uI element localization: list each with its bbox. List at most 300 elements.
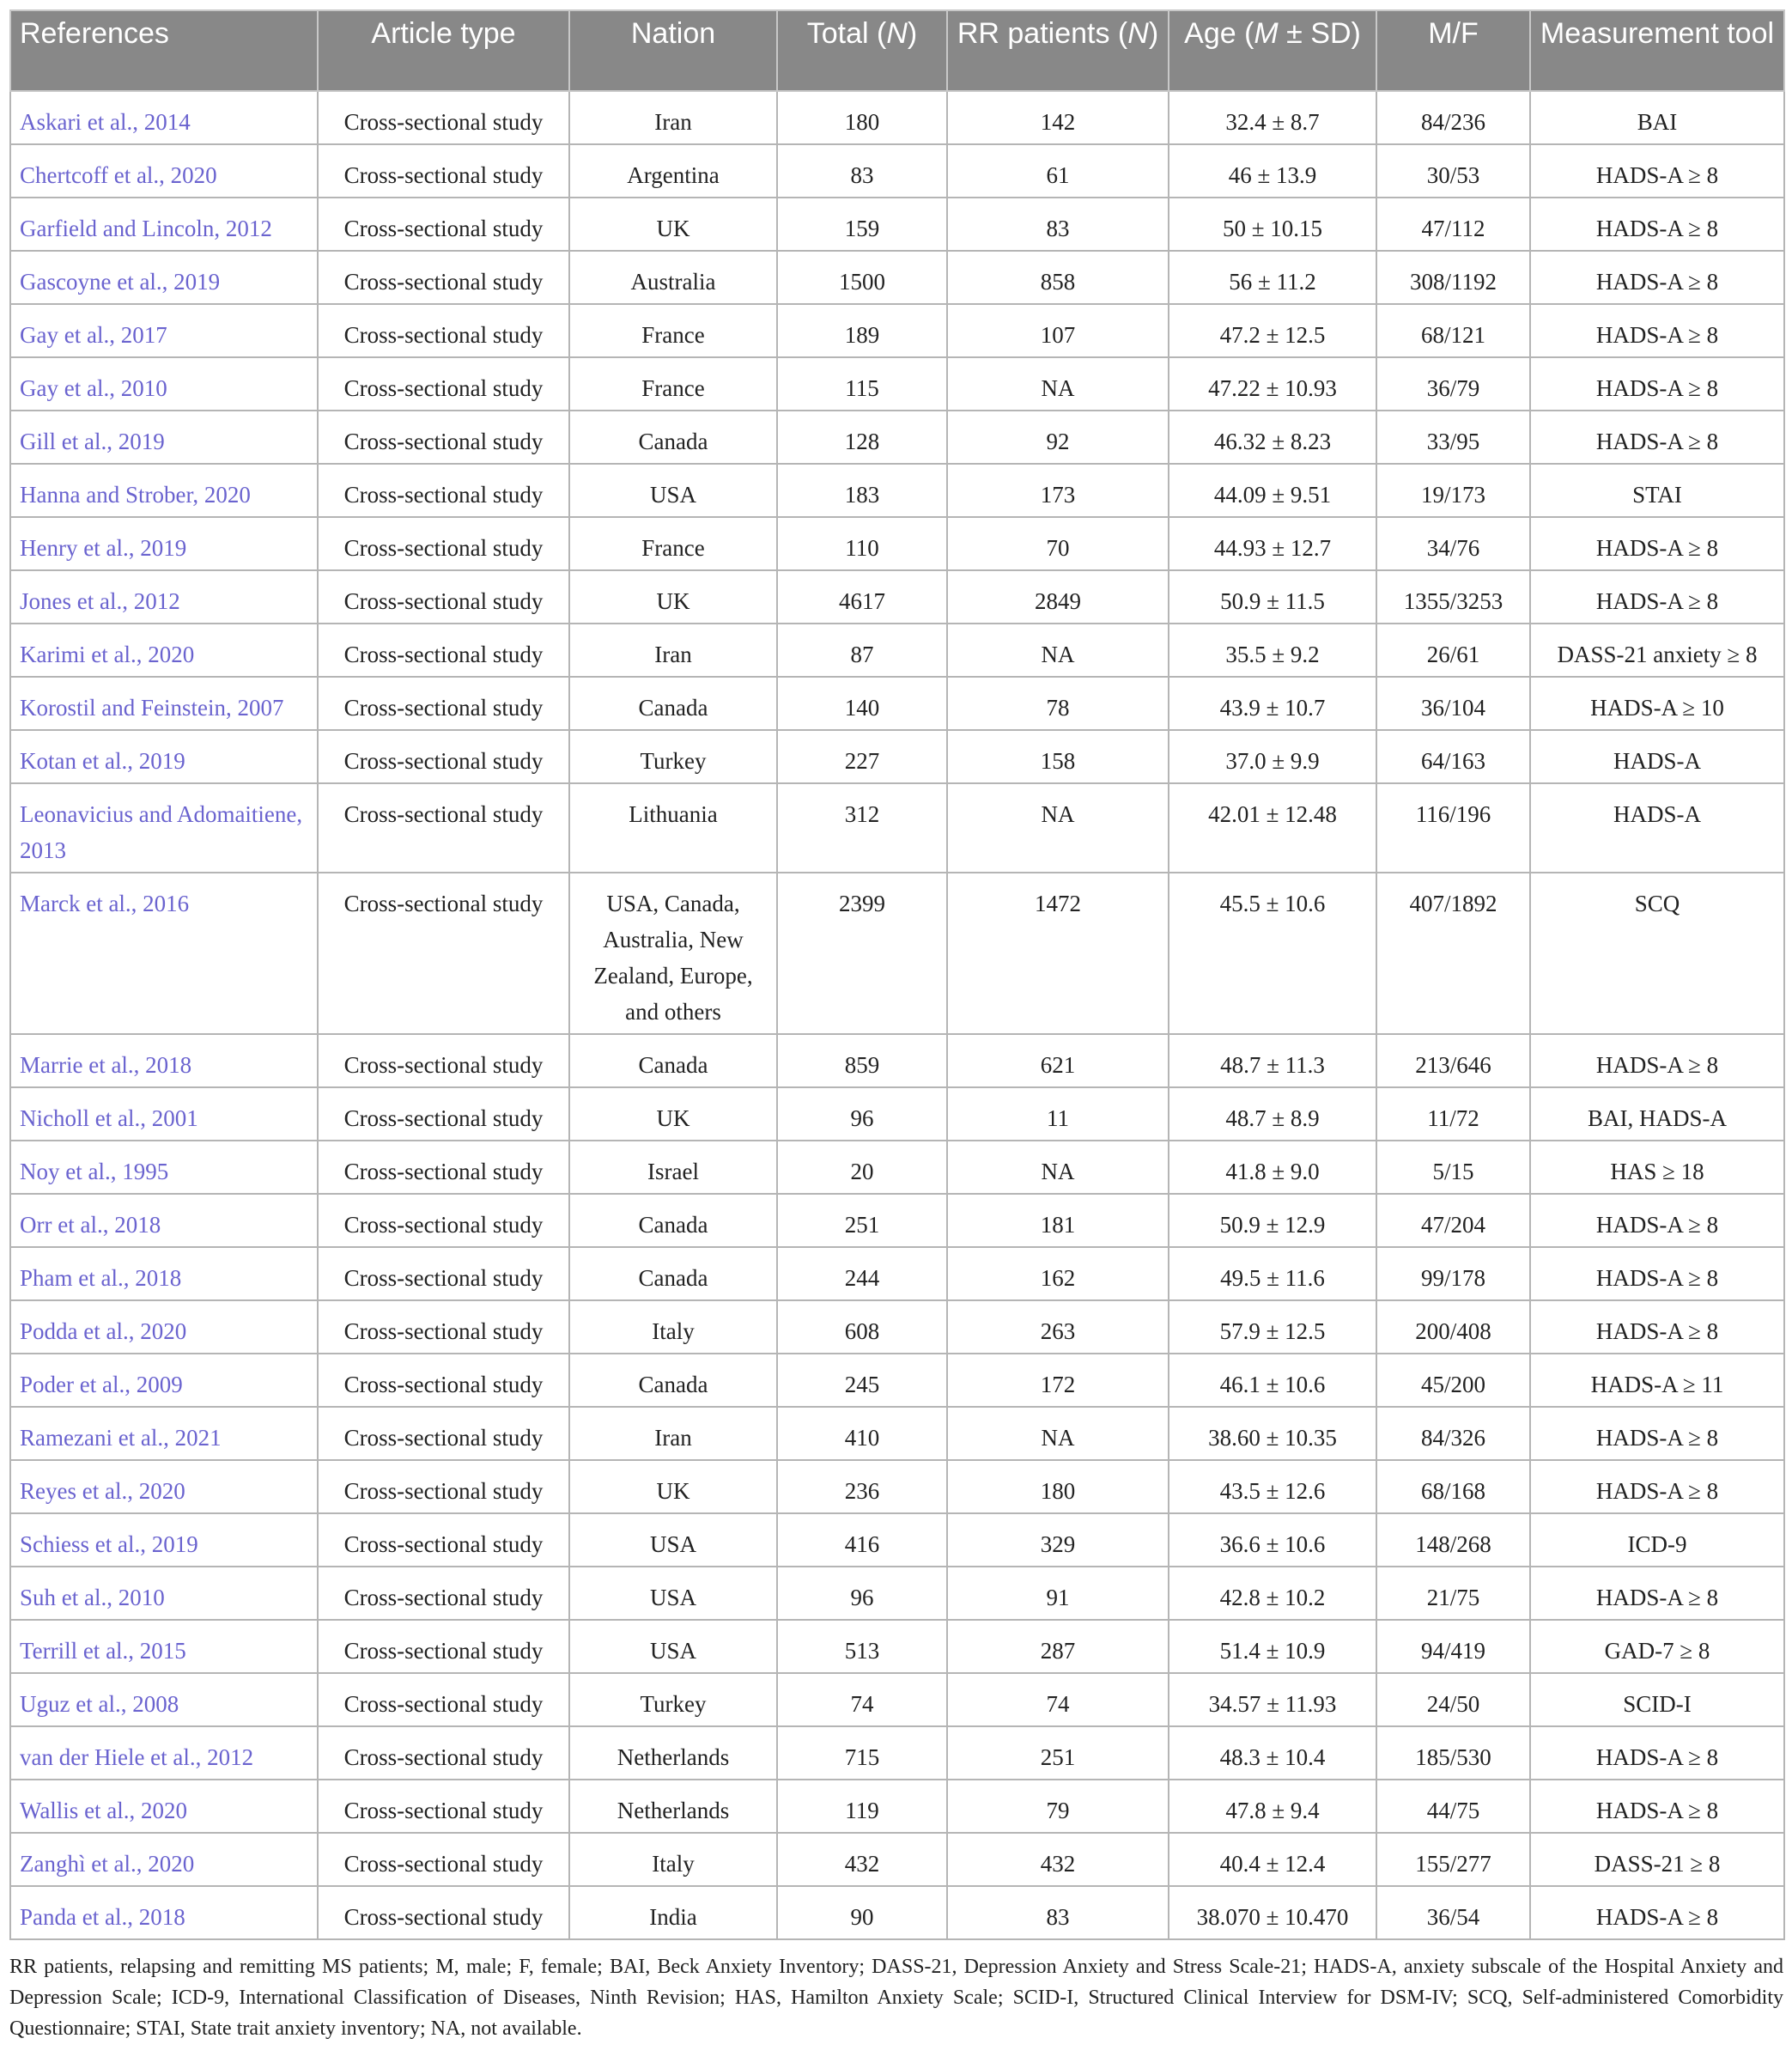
nation-cell: Iran <box>569 624 777 677</box>
mf-cell: 36/79 <box>1376 357 1530 411</box>
measurement-tool-cell: HADS-A <box>1530 783 1784 873</box>
age-cell: 51.4 ± 10.9 <box>1169 1620 1376 1673</box>
rr-patients-cell: 142 <box>947 91 1169 144</box>
reference-link[interactable]: Gascoyne et al., 2019 <box>10 251 318 304</box>
age-cell: 38.60 ± 10.35 <box>1169 1407 1376 1460</box>
measurement-tool-cell: HADS-A ≥ 8 <box>1530 1247 1784 1300</box>
article-type-cell: Cross-sectional study <box>318 1567 569 1620</box>
article-type-cell: Cross-sectional study <box>318 677 569 730</box>
rr-patients-cell: 251 <box>947 1726 1169 1780</box>
article-type-cell: Cross-sectional study <box>318 1247 569 1300</box>
nation-cell: USA <box>569 464 777 517</box>
reference-link[interactable]: Orr et al., 2018 <box>10 1194 318 1247</box>
article-type-cell: Cross-sectional study <box>318 1407 569 1460</box>
mf-cell: 116/196 <box>1376 783 1530 873</box>
header-mf: M/F <box>1376 10 1530 91</box>
mf-cell: 84/326 <box>1376 1407 1530 1460</box>
age-cell: 46.1 ± 10.6 <box>1169 1354 1376 1407</box>
nation-cell: France <box>569 304 777 357</box>
nation-cell: Canada <box>569 1194 777 1247</box>
table-row <box>10 1354 1784 1407</box>
mf-cell: 213/646 <box>1376 1034 1530 1087</box>
article-type-cell: Cross-sectional study <box>318 1141 569 1194</box>
mf-cell: 47/112 <box>1376 198 1530 251</box>
table-row <box>10 464 1784 517</box>
measurement-tool-cell: HADS-A ≥ 8 <box>1530 304 1784 357</box>
total-cell: 183 <box>777 464 947 517</box>
table-row <box>10 1567 1784 1620</box>
total-cell: 20 <box>777 1141 947 1194</box>
mf-cell: 47/204 <box>1376 1194 1530 1247</box>
rr-patients-cell: 432 <box>947 1833 1169 1886</box>
mf-cell: 84/236 <box>1376 91 1530 144</box>
age-cell: 44.93 ± 12.7 <box>1169 517 1376 570</box>
age-cell: 43.9 ± 10.7 <box>1169 677 1376 730</box>
header-age: Age (M ± SD) <box>1169 10 1376 91</box>
table-row <box>10 1300 1784 1354</box>
age-cell: 32.4 ± 8.7 <box>1169 91 1376 144</box>
header-article-type: Article type <box>318 10 569 91</box>
article-type-cell: Cross-sectional study <box>318 1620 569 1673</box>
total-cell: 140 <box>777 677 947 730</box>
reference-link[interactable]: Ramezani et al., 2021 <box>10 1407 318 1460</box>
total-cell: 159 <box>777 198 947 251</box>
age-cell: 47.2 ± 12.5 <box>1169 304 1376 357</box>
nation-cell: Australia <box>569 251 777 304</box>
measurement-tool-cell: HADS-A ≥ 8 <box>1530 1407 1784 1460</box>
rr-patients-cell: 329 <box>947 1513 1169 1567</box>
studies-table <box>9 9 1785 1940</box>
mf-cell: 33/95 <box>1376 411 1530 464</box>
article-type-cell: Cross-sectional study <box>318 1673 569 1726</box>
total-cell: 715 <box>777 1726 947 1780</box>
total-cell: 312 <box>777 783 947 873</box>
age-cell: 38.070 ± 10.470 <box>1169 1886 1376 1939</box>
rr-patients-cell: 162 <box>947 1247 1169 1300</box>
reference-link[interactable]: Zanghì et al., 2020 <box>10 1833 318 1886</box>
table-row <box>10 677 1784 730</box>
measurement-tool-cell: HADS-A ≥ 8 <box>1530 1194 1784 1247</box>
rr-patients-cell: 74 <box>947 1673 1169 1726</box>
reference-link[interactable]: Schiess et al., 2019 <box>10 1513 318 1567</box>
article-type-cell: Cross-sectional study <box>318 1034 569 1087</box>
total-cell: 180 <box>777 91 947 144</box>
reference-link[interactable]: Kotan et al., 2019 <box>10 730 318 783</box>
table-row <box>10 517 1784 570</box>
age-cell: 56 ± 11.2 <box>1169 251 1376 304</box>
mf-cell: 99/178 <box>1376 1247 1530 1300</box>
measurement-tool-cell: BAI <box>1530 91 1784 144</box>
rr-patients-cell: 70 <box>947 517 1169 570</box>
mf-cell: 1355/3253 <box>1376 570 1530 624</box>
measurement-tool-cell: HADS-A ≥ 8 <box>1530 517 1784 570</box>
rr-patients-cell: 107 <box>947 304 1169 357</box>
nation-cell: Canada <box>569 1247 777 1300</box>
reference-link[interactable]: Hanna and Strober, 2020 <box>10 464 318 517</box>
total-cell: 513 <box>777 1620 947 1673</box>
article-type-cell: Cross-sectional study <box>318 1726 569 1780</box>
measurement-tool-cell: HAS ≥ 18 <box>1530 1141 1784 1194</box>
nation-cell: Italy <box>569 1833 777 1886</box>
reference-link[interactable]: Wallis et al., 2020 <box>10 1780 318 1833</box>
table-row <box>10 411 1784 464</box>
reference-link[interactable]: Noy et al., 1995 <box>10 1141 318 1194</box>
rr-patients-cell: 263 <box>947 1300 1169 1354</box>
mf-cell: 11/72 <box>1376 1087 1530 1141</box>
reference-link[interactable]: Korostil and Feinstein, 2007 <box>10 677 318 730</box>
measurement-tool-cell: HADS-A ≥ 11 <box>1530 1354 1784 1407</box>
age-cell: 50.9 ± 11.5 <box>1169 570 1376 624</box>
reference-link[interactable]: Nicholl et al., 2001 <box>10 1087 318 1141</box>
rr-patients-cell: 158 <box>947 730 1169 783</box>
table-row <box>10 198 1784 251</box>
age-cell: 41.8 ± 9.0 <box>1169 1141 1376 1194</box>
age-cell: 47.8 ± 9.4 <box>1169 1780 1376 1833</box>
measurement-tool-cell: HADS-A ≥ 8 <box>1530 1567 1784 1620</box>
mf-cell: 34/76 <box>1376 517 1530 570</box>
measurement-tool-cell: STAI <box>1530 464 1784 517</box>
total-cell: 2399 <box>777 873 947 1034</box>
age-cell: 40.4 ± 12.4 <box>1169 1833 1376 1886</box>
total-cell: 96 <box>777 1567 947 1620</box>
nation-cell: Argentina <box>569 144 777 198</box>
table-row <box>10 1194 1784 1247</box>
rr-patients-cell: 858 <box>947 251 1169 304</box>
measurement-tool-cell: SCQ <box>1530 873 1784 1034</box>
rr-patients-cell: 181 <box>947 1194 1169 1247</box>
article-type-cell: Cross-sectional study <box>318 91 569 144</box>
article-type-cell: Cross-sectional study <box>318 1780 569 1833</box>
rr-patients-cell: 78 <box>947 677 1169 730</box>
age-cell: 47.22 ± 10.93 <box>1169 357 1376 411</box>
measurement-tool-cell: HADS-A ≥ 8 <box>1530 570 1784 624</box>
reference-link[interactable]: Karimi et al., 2020 <box>10 624 318 677</box>
reference-link[interactable]: Reyes et al., 2020 <box>10 1460 318 1513</box>
measurement-tool-cell: HADS-A ≥ 8 <box>1530 1034 1784 1087</box>
reference-link[interactable]: Marck et al., 2016 <box>10 873 318 1034</box>
table-row <box>10 251 1784 304</box>
total-cell: 608 <box>777 1300 947 1354</box>
age-cell: 49.5 ± 11.6 <box>1169 1247 1376 1300</box>
article-type-cell: Cross-sectional study <box>318 1886 569 1939</box>
table-row <box>10 91 1784 144</box>
reference-link[interactable]: van der Hiele et al., 2012 <box>10 1726 318 1780</box>
nation-cell: UK <box>569 1087 777 1141</box>
measurement-tool-cell: DASS-21 ≥ 8 <box>1530 1833 1784 1886</box>
age-cell: 36.6 ± 10.6 <box>1169 1513 1376 1567</box>
total-cell: 432 <box>777 1833 947 1886</box>
nation-cell: USA <box>569 1513 777 1567</box>
table-row <box>10 1673 1784 1726</box>
table-row <box>10 570 1784 624</box>
header-measurement-tool: Measurement tool <box>1530 10 1784 91</box>
measurement-tool-cell: HADS-A ≥ 8 <box>1530 198 1784 251</box>
measurement-tool-cell: SCID-I <box>1530 1673 1784 1726</box>
age-cell: 44.09 ± 9.51 <box>1169 464 1376 517</box>
reference-link[interactable]: Terrill et al., 2015 <box>10 1620 318 1673</box>
mf-cell: 5/15 <box>1376 1141 1530 1194</box>
reference-link[interactable]: Suh et al., 2010 <box>10 1567 318 1620</box>
header-total: Total (N) <box>777 10 947 91</box>
header-references: References <box>10 10 318 91</box>
mf-cell: 45/200 <box>1376 1354 1530 1407</box>
measurement-tool-cell: HADS-A ≥ 8 <box>1530 411 1784 464</box>
nation-cell: Netherlands <box>569 1726 777 1780</box>
total-cell: 416 <box>777 1513 947 1567</box>
nation-cell: Iran <box>569 1407 777 1460</box>
total-cell: 189 <box>777 304 947 357</box>
reference-link[interactable]: Marrie et al., 2018 <box>10 1034 318 1087</box>
age-cell: 43.5 ± 12.6 <box>1169 1460 1376 1513</box>
nation-cell: Canada <box>569 411 777 464</box>
rr-patients-cell: NA <box>947 1141 1169 1194</box>
total-cell: 96 <box>777 1087 947 1141</box>
total-cell: 119 <box>777 1780 947 1833</box>
rr-patients-cell: NA <box>947 783 1169 873</box>
nation-cell: Italy <box>569 1300 777 1354</box>
rr-patients-cell: 621 <box>947 1034 1169 1087</box>
rr-patients-cell: 83 <box>947 198 1169 251</box>
age-cell: 48.3 ± 10.4 <box>1169 1726 1376 1780</box>
nation-cell: India <box>569 1886 777 1939</box>
table-row <box>10 1034 1784 1087</box>
age-cell: 46 ± 13.9 <box>1169 144 1376 198</box>
mf-cell: 407/1892 <box>1376 873 1530 1034</box>
table-row <box>10 730 1784 783</box>
table-row <box>10 1886 1784 1939</box>
age-cell: 50.9 ± 12.9 <box>1169 1194 1376 1247</box>
table-row <box>10 1833 1784 1886</box>
table-row <box>10 1087 1784 1141</box>
rr-patients-cell: NA <box>947 1407 1169 1460</box>
table-row <box>10 873 1784 1034</box>
article-type-cell: Cross-sectional study <box>318 411 569 464</box>
mf-cell: 24/50 <box>1376 1673 1530 1726</box>
age-cell: 35.5 ± 9.2 <box>1169 624 1376 677</box>
total-cell: 87 <box>777 624 947 677</box>
header-nation: Nation <box>569 10 777 91</box>
table-row <box>10 1407 1784 1460</box>
article-type-cell: Cross-sectional study <box>318 570 569 624</box>
article-type-cell: Cross-sectional study <box>318 1087 569 1141</box>
rr-patients-cell: 173 <box>947 464 1169 517</box>
mf-cell: 155/277 <box>1376 1833 1530 1886</box>
table-footnote: RR patients, relapsing and remitting MS patients; M, male; F, female; BAI, Beck Anxiety Inventory; DASS-21, Depression Anxiety and Stress Scale-21; HADS-A, anxiety subscale of the Hospital Anxiety and Depression Scale; ICD-9, International Classification of Diseases, Ninth Revision; HAS, Hamilton Anxiety Scale; SCID-I, Structured Clinical Interview for DSM-IV; SCQ, Self-administered Comorbidity Questionnaire; STAI, State trait anxiety inventory; NA, not available. <box>9 1956 1783 2040</box>
article-type-cell: Cross-sectional study <box>318 1354 569 1407</box>
mf-cell: 308/1192 <box>1376 251 1530 304</box>
mf-cell: 64/163 <box>1376 730 1530 783</box>
nation-cell: Canada <box>569 1354 777 1407</box>
article-type-cell: Cross-sectional study <box>318 517 569 570</box>
total-cell: 83 <box>777 144 947 198</box>
table-row <box>10 1247 1784 1300</box>
article-type-cell: Cross-sectional study <box>318 1194 569 1247</box>
article-type-cell: Cross-sectional study <box>318 624 569 677</box>
mf-cell: 36/104 <box>1376 677 1530 730</box>
nation-cell: Canada <box>569 1034 777 1087</box>
measurement-tool-cell: HADS-A ≥ 8 <box>1530 1886 1784 1939</box>
rr-patients-cell: 2849 <box>947 570 1169 624</box>
measurement-tool-cell: GAD-7 ≥ 8 <box>1530 1620 1784 1673</box>
nation-cell: UK <box>569 198 777 251</box>
nation-cell: UK <box>569 570 777 624</box>
nation-cell: Turkey <box>569 730 777 783</box>
mf-cell: 44/75 <box>1376 1780 1530 1833</box>
article-type-cell: Cross-sectional study <box>318 783 569 873</box>
table-row <box>10 144 1784 198</box>
nation-cell: France <box>569 517 777 570</box>
mf-cell: 185/530 <box>1376 1726 1530 1780</box>
total-cell: 244 <box>777 1247 947 1300</box>
nation-cell: Lithuania <box>569 783 777 873</box>
total-cell: 90 <box>777 1886 947 1939</box>
reference-link[interactable]: Gill et al., 2019 <box>10 411 318 464</box>
article-type-cell: Cross-sectional study <box>318 1513 569 1567</box>
total-cell: 128 <box>777 411 947 464</box>
total-cell: 110 <box>777 517 947 570</box>
header-rr-patients: RR patients (N) <box>947 10 1169 91</box>
age-cell: 57.9 ± 12.5 <box>1169 1300 1376 1354</box>
studies-table-container <box>9 9 1783 2044</box>
reference-link[interactable]: Uguz et al., 2008 <box>10 1673 318 1726</box>
total-cell: 410 <box>777 1407 947 1460</box>
rr-patients-cell: 172 <box>947 1354 1169 1407</box>
rr-patients-cell: 79 <box>947 1780 1169 1833</box>
age-cell: 48.7 ± 8.9 <box>1169 1087 1376 1141</box>
rr-patients-cell: 11 <box>947 1087 1169 1141</box>
total-cell: 4617 <box>777 570 947 624</box>
nation-cell: USA, Canada, Australia, New Zealand, Europe, and others <box>569 873 777 1034</box>
article-type-cell: Cross-sectional study <box>318 144 569 198</box>
total-cell: 74 <box>777 1673 947 1726</box>
total-cell: 236 <box>777 1460 947 1513</box>
table-row <box>10 1460 1784 1513</box>
nation-cell: USA <box>569 1567 777 1620</box>
mf-cell: 30/53 <box>1376 144 1530 198</box>
age-cell: 37.0 ± 9.9 <box>1169 730 1376 783</box>
nation-cell: Netherlands <box>569 1780 777 1833</box>
rr-patients-cell: 1472 <box>947 873 1169 1034</box>
table-row <box>10 304 1784 357</box>
measurement-tool-cell: HADS-A ≥ 8 <box>1530 144 1784 198</box>
age-cell: 46.32 ± 8.23 <box>1169 411 1376 464</box>
measurement-tool-cell: HADS-A ≥ 10 <box>1530 677 1784 730</box>
mf-cell: 148/268 <box>1376 1513 1530 1567</box>
reference-link[interactable]: Garfield and Lincoln, 2012 <box>10 198 318 251</box>
table-row <box>10 1141 1784 1194</box>
reference-link[interactable]: Henry et al., 2019 <box>10 517 318 570</box>
measurement-tool-cell: HADS-A ≥ 8 <box>1530 1300 1784 1354</box>
reference-link[interactable]: Askari et al., 2014 <box>10 91 318 144</box>
total-cell: 227 <box>777 730 947 783</box>
reference-link[interactable]: Pham et al., 2018 <box>10 1247 318 1300</box>
table-body <box>10 91 1784 1939</box>
article-type-cell: Cross-sectional study <box>318 873 569 1034</box>
article-type-cell: Cross-sectional study <box>318 198 569 251</box>
article-type-cell: Cross-sectional study <box>318 1460 569 1513</box>
mf-cell: 26/61 <box>1376 624 1530 677</box>
article-type-cell: Cross-sectional study <box>318 1833 569 1886</box>
total-cell: 1500 <box>777 251 947 304</box>
nation-cell: UK <box>569 1460 777 1513</box>
reference-link[interactable]: Podda et al., 2020 <box>10 1300 318 1354</box>
measurement-tool-cell: HADS-A ≥ 8 <box>1530 251 1784 304</box>
nation-cell: France <box>569 357 777 411</box>
measurement-tool-cell: HADS-A ≥ 8 <box>1530 1726 1784 1780</box>
total-cell: 251 <box>777 1194 947 1247</box>
measurement-tool-cell: DASS-21 anxiety ≥ 8 <box>1530 624 1784 677</box>
nation-cell: Turkey <box>569 1673 777 1726</box>
nation-cell: USA <box>569 1620 777 1673</box>
mf-cell: 200/408 <box>1376 1300 1530 1354</box>
measurement-tool-cell: BAI, HADS-A <box>1530 1087 1784 1141</box>
age-cell: 42.8 ± 10.2 <box>1169 1567 1376 1620</box>
table-row <box>10 624 1784 677</box>
rr-patients-cell: 61 <box>947 144 1169 198</box>
nation-cell: Iran <box>569 91 777 144</box>
header-row <box>10 10 1784 91</box>
age-cell: 50 ± 10.15 <box>1169 198 1376 251</box>
measurement-tool-cell: HADS-A <box>1530 730 1784 783</box>
table-row <box>10 783 1784 873</box>
mf-cell: 36/54 <box>1376 1886 1530 1939</box>
reference-link[interactable]: Panda et al., 2018 <box>10 1886 318 1939</box>
total-cell: 115 <box>777 357 947 411</box>
table-row <box>10 357 1784 411</box>
article-type-cell: Cross-sectional study <box>318 304 569 357</box>
rr-patients-cell: NA <box>947 357 1169 411</box>
table-row <box>10 1513 1784 1567</box>
rr-patients-cell: 287 <box>947 1620 1169 1673</box>
nation-cell: Israel <box>569 1141 777 1194</box>
mf-cell: 21/75 <box>1376 1567 1530 1620</box>
reference-link[interactable]: Leonavicius and Adomaitiene, 2013 <box>10 783 318 873</box>
article-type-cell: Cross-sectional study <box>318 251 569 304</box>
nation-cell: Canada <box>569 677 777 730</box>
mf-cell: 94/419 <box>1376 1620 1530 1673</box>
age-cell: 42.01 ± 12.48 <box>1169 783 1376 873</box>
mf-cell: 19/173 <box>1376 464 1530 517</box>
table-row <box>10 1620 1784 1673</box>
rr-patients-cell: 92 <box>947 411 1169 464</box>
reference-link[interactable]: Poder et al., 2009 <box>10 1354 318 1407</box>
measurement-tool-cell: HADS-A ≥ 8 <box>1530 1780 1784 1833</box>
reference-link[interactable]: Jones et al., 2012 <box>10 570 318 624</box>
table-row <box>10 1726 1784 1780</box>
reference-link[interactable]: Gay et al., 2017 <box>10 304 318 357</box>
age-cell: 48.7 ± 11.3 <box>1169 1034 1376 1087</box>
rr-patients-cell: 180 <box>947 1460 1169 1513</box>
rr-patients-cell: 91 <box>947 1567 1169 1620</box>
measurement-tool-cell: HADS-A ≥ 8 <box>1530 357 1784 411</box>
mf-cell: 68/168 <box>1376 1460 1530 1513</box>
measurement-tool-cell: HADS-A ≥ 8 <box>1530 1460 1784 1513</box>
reference-link[interactable]: Chertcoff et al., 2020 <box>10 144 318 198</box>
article-type-cell: Cross-sectional study <box>318 357 569 411</box>
article-type-cell: Cross-sectional study <box>318 464 569 517</box>
total-cell: 245 <box>777 1354 947 1407</box>
table-row <box>10 1780 1784 1833</box>
total-cell: 859 <box>777 1034 947 1087</box>
mf-cell: 68/121 <box>1376 304 1530 357</box>
age-cell: 34.57 ± 11.93 <box>1169 1673 1376 1726</box>
reference-link[interactable]: Gay et al., 2010 <box>10 357 318 411</box>
article-type-cell: Cross-sectional study <box>318 1300 569 1354</box>
rr-patients-cell: NA <box>947 624 1169 677</box>
age-cell: 45.5 ± 10.6 <box>1169 873 1376 1034</box>
measurement-tool-cell: ICD-9 <box>1530 1513 1784 1567</box>
rr-patients-cell: 83 <box>947 1886 1169 1939</box>
